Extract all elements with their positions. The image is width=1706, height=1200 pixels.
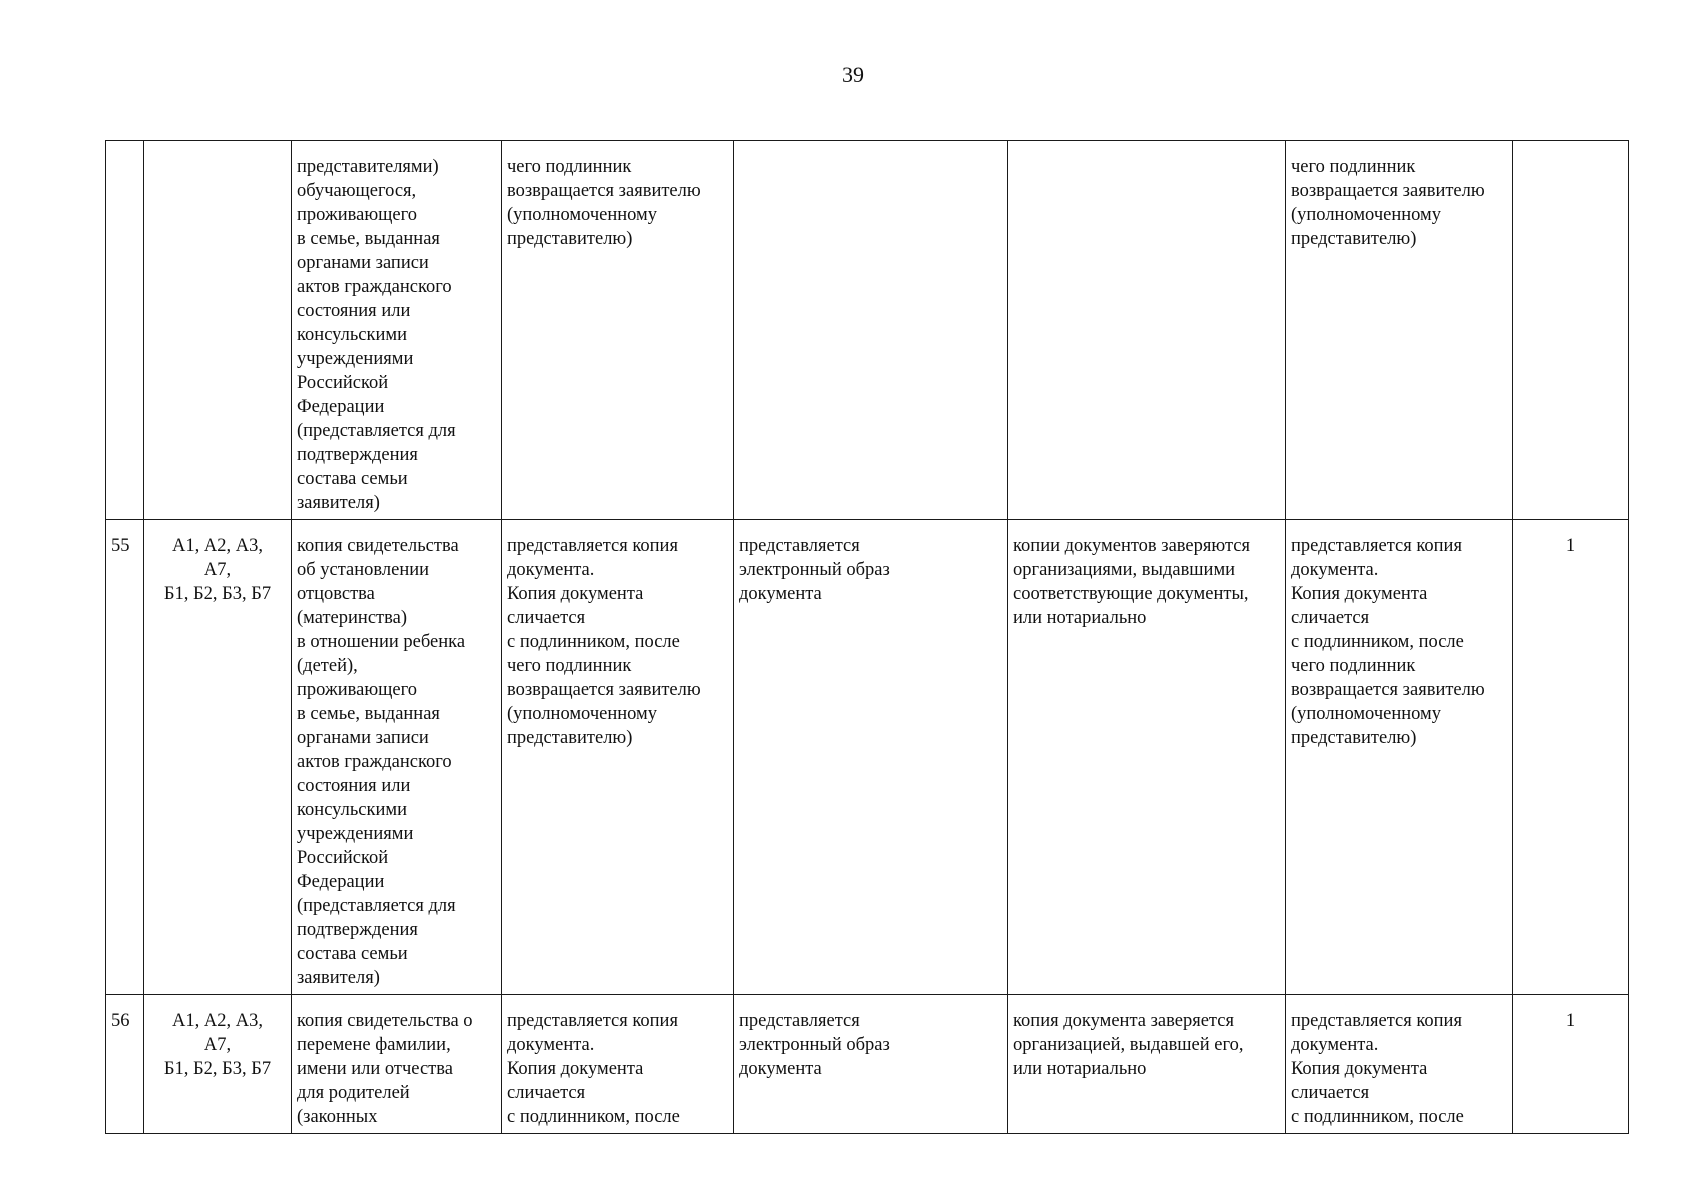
cell-line: в отношении ребенка (297, 632, 466, 652)
cell-line: представляется (739, 1011, 860, 1031)
cell-submission-other (1286, 995, 1513, 1134)
cell-certification (1008, 141, 1286, 520)
cell-line: заявителя) (297, 493, 380, 513)
cell-submission-paper (502, 995, 734, 1134)
cell-line: представителю) (507, 229, 633, 249)
cell-line: А7, (203, 1035, 232, 1055)
cell-line: Российской (297, 848, 389, 868)
cell-line: представителями) (297, 157, 439, 177)
cell-line: в семье, выданная (297, 704, 440, 724)
cell-line: электронный образ (739, 1035, 890, 1055)
table-row (106, 995, 1629, 1134)
table-row (106, 141, 1629, 520)
document-table (105, 140, 1629, 1134)
cell-line: или нотариально (1013, 608, 1147, 628)
cell-line: (представляется для (297, 421, 456, 441)
cell-line: организациями, выдавшими (1013, 560, 1236, 580)
table-row (106, 520, 1629, 995)
cell-line: представителю) (1291, 728, 1417, 748)
cell-line: представляется копия (1291, 1011, 1462, 1031)
cell-line: актов гражданского (297, 752, 452, 772)
cell-line: соответствующие документы, (1013, 584, 1249, 604)
cell-line: консульскими (297, 800, 407, 820)
table-body (106, 141, 1629, 1134)
cell-line: возвращается заявителю (1291, 680, 1485, 700)
cell-line: состава семьи (297, 469, 408, 489)
cell-line: документа (739, 584, 822, 604)
cell-line: А7, (203, 560, 232, 580)
cell-line: копии документов заверяются (1013, 536, 1251, 556)
cell-categories (144, 141, 292, 520)
cell-line: с подлинником, после (1291, 632, 1464, 652)
cell-line: состояния или (297, 301, 411, 321)
cell-line: организацией, выдавшей его, (1013, 1035, 1244, 1055)
cell-line: учреждениями (297, 349, 414, 369)
cell-number: 56 (106, 995, 144, 1134)
cell-submission-electronic (734, 141, 1008, 520)
cell-line: Копия документа (1291, 584, 1428, 604)
cell-line: (детей), (297, 656, 358, 676)
cell-number: 55 (106, 520, 144, 995)
cell-line: органами записи (297, 728, 429, 748)
cell-line: представляется (739, 536, 860, 556)
cell-line: копия свидетельства о (297, 1011, 473, 1031)
cell-categories (144, 995, 292, 1134)
cell-line: Копия документа (507, 584, 644, 604)
cell-line: копия свидетельства (297, 536, 459, 556)
cell-line: Российской (297, 373, 389, 393)
cell-certification (1008, 995, 1286, 1134)
cell-line: представляется копия (507, 536, 678, 556)
cell-line: сличается (507, 1083, 586, 1103)
cell-line: Федерации (297, 872, 385, 892)
cell-line: (уполномоченному (1291, 205, 1441, 225)
cell-certification (1008, 520, 1286, 995)
cell-line: (уполномоченному (1291, 704, 1441, 724)
cell-line: Копия документа (1291, 1059, 1428, 1079)
cell-line: копия документа заверяется (1013, 1011, 1234, 1031)
cell-number (106, 141, 144, 520)
cell-document (292, 141, 502, 520)
cell-line: А1, А2, А3, (172, 1011, 263, 1031)
cell-line: документа. (1291, 1035, 1379, 1055)
cell-line: с подлинником, после (1291, 1107, 1464, 1127)
cell-submission-electronic (734, 520, 1008, 995)
cell-line: учреждениями (297, 824, 414, 844)
cell-line: состава семьи (297, 944, 408, 964)
cell-line: заявителя) (297, 968, 380, 988)
cell-line: (уполномоченному (507, 205, 657, 225)
cell-line: электронный образ (739, 560, 890, 580)
cell-submission-other (1286, 141, 1513, 520)
cell-line: или нотариально (1013, 1059, 1147, 1079)
cell-line: органами записи (297, 253, 429, 273)
cell-line: в семье, выданная (297, 229, 440, 249)
cell-line: проживающего (297, 205, 417, 225)
cell-line: для родителей (297, 1083, 410, 1103)
cell-line: актов гражданского (297, 277, 452, 297)
cell-line: подтверждения (297, 920, 418, 940)
cell-line: обучающегося, (297, 181, 417, 201)
cell-line: консульскими (297, 325, 407, 345)
cell-line: проживающего (297, 680, 417, 700)
cell-line: (уполномоченному (507, 704, 657, 724)
cell-line: Б1, Б2, Б3, Б7 (163, 584, 272, 604)
cell-line: с подлинником, после (507, 1107, 680, 1127)
cell-line: документа. (507, 1035, 595, 1055)
cell-line: документа. (507, 560, 595, 580)
page-number: 39 (842, 62, 864, 87)
cell-line: (материнства) (297, 608, 407, 628)
cell-line: чего подлинник (507, 656, 632, 676)
cell-line: чего подлинник (1291, 157, 1416, 177)
cell-line: (законных (297, 1107, 378, 1127)
cell-line: сличается (1291, 608, 1370, 628)
cell-line: Б1, Б2, Б3, Б7 (163, 1059, 272, 1079)
cell-line: сличается (1291, 1083, 1370, 1103)
cell-submission-paper (502, 520, 734, 995)
cell-line: документа. (1291, 560, 1379, 580)
cell-line: Копия документа (507, 1059, 644, 1079)
cell-line: представляется копия (1291, 536, 1462, 556)
cell-line: представляется копия (507, 1011, 678, 1031)
cell-document (292, 995, 502, 1134)
cell-line: представителю) (507, 728, 633, 748)
cell-quantity: 1 (1513, 995, 1629, 1134)
cell-line: подтверждения (297, 445, 418, 465)
cell-line: с подлинником, после (507, 632, 680, 652)
cell-submission-electronic (734, 995, 1008, 1134)
cell-line: Федерации (297, 397, 385, 417)
cell-line: документа (739, 1059, 822, 1079)
cell-line: имени или отчества (297, 1059, 453, 1079)
cell-line: возвращается заявителю (1291, 181, 1485, 201)
cell-line: возвращается заявителю (507, 181, 701, 201)
cell-line: сличается (507, 608, 586, 628)
cell-line: представителю) (1291, 229, 1417, 249)
cell-categories (144, 520, 292, 995)
cell-quantity: 1 (1513, 520, 1629, 995)
cell-line: перемене фамилии, (297, 1035, 451, 1055)
cell-document (292, 520, 502, 995)
cell-line: возвращается заявителю (507, 680, 701, 700)
cell-quantity (1513, 141, 1629, 520)
cell-line: чего подлинник (1291, 656, 1416, 676)
cell-line: (представляется для (297, 896, 456, 916)
cell-line: об установлении (297, 560, 430, 580)
cell-submission-other (1286, 520, 1513, 995)
cell-line: чего подлинник (507, 157, 632, 177)
cell-line: отцовства (297, 584, 375, 604)
cell-submission-paper (502, 141, 734, 520)
cell-line: состояния или (297, 776, 411, 796)
cell-line: А1, А2, А3, (172, 536, 263, 556)
